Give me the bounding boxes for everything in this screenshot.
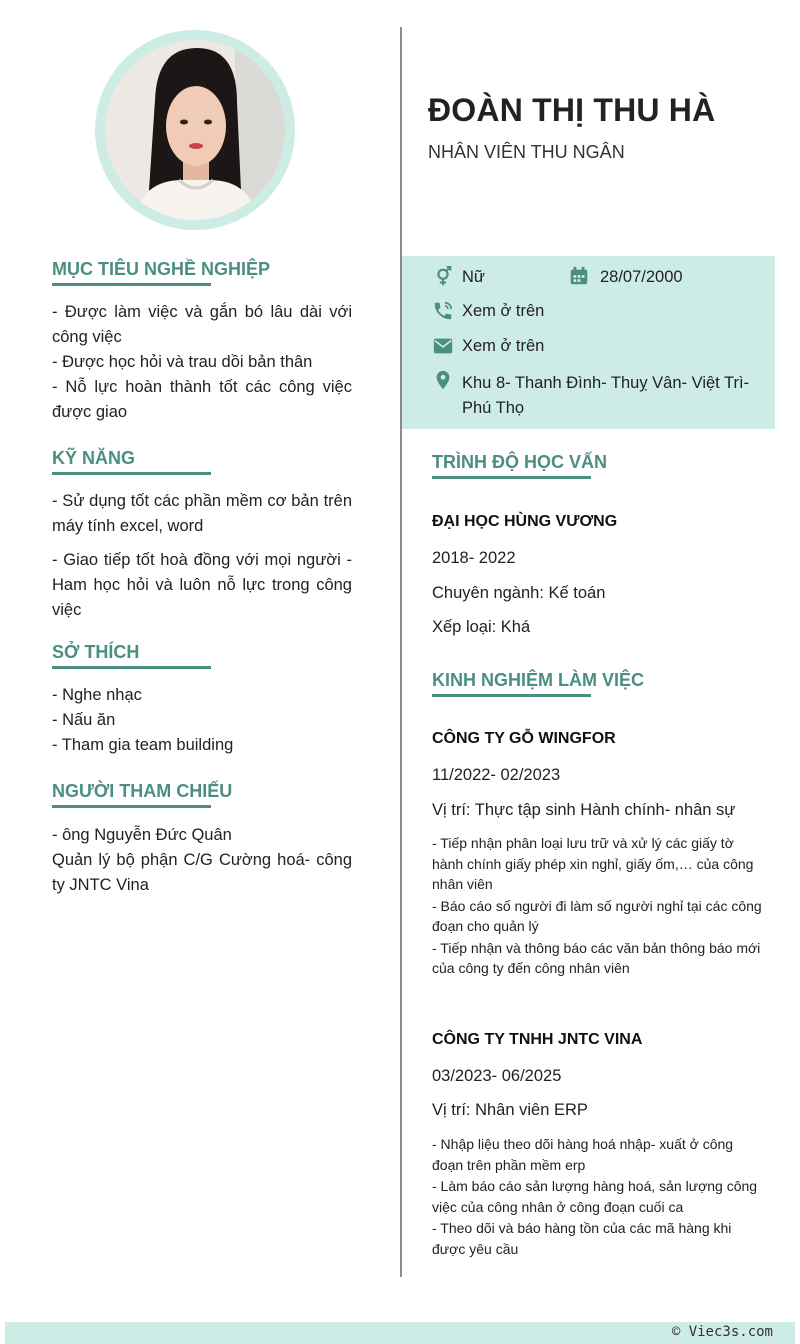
education-underline (432, 476, 591, 479)
hobbies-heading: SỞ THÍCH (52, 642, 140, 662)
company-name: CÔNG TY GỖ WINGFOR (432, 730, 616, 747)
skill-item: - Giao tiếp tốt hoà đồng với mọi người - Ham học hỏi và luôn nỗ lực trong công việc (52, 551, 352, 619)
job-period: 03/2023- 06/2025 (432, 1067, 562, 1085)
company-name: CÔNG TY TNHH JNTC VINA (432, 1031, 643, 1048)
objective-item: - Được học hỏi và trau dồi bản thân (52, 353, 313, 371)
skills-underline (52, 472, 211, 475)
job-task: - Báo cáo số người đi làm số người nghỉ tại các công đoạn cho quản lý (432, 897, 762, 934)
objective-item: - Được làm việc và gắn bó lâu dài với công việc (52, 303, 352, 346)
skills-list (52, 489, 352, 623)
job-position: Vị trí: Nhân viên ERP (432, 1101, 588, 1119)
references-heading: NGƯỜI THAM CHIẾU (52, 781, 233, 801)
email-icon (432, 335, 454, 357)
candidate-name: ĐOÀN THỊ THU HÀ (428, 92, 716, 128)
education-grade: Xếp loại: Khá (432, 618, 531, 636)
objective-heading: MỤC TIÊU NGHỀ NGHIỆP (52, 259, 271, 279)
objective-list (52, 300, 352, 425)
phone-icon (432, 300, 454, 322)
education-major: Chuyên ngành: Kế toán (432, 584, 606, 602)
job-task: - Tiếp nhận và thông báo các văn bản thông báo mới của công ty đến công nhân viên (432, 939, 761, 976)
experience-underline (432, 694, 591, 697)
column-divider (400, 27, 402, 1277)
school-name: ĐẠI HỌC HÙNG VƯƠNG (432, 513, 618, 530)
experience-heading: KINH NGHIỆM LÀM VIỆC (432, 670, 645, 690)
education-heading: TRÌNH ĐỘ HỌC VẤN (432, 452, 607, 472)
location-pin-icon (432, 369, 454, 391)
birthday-value: 28/07/2000 (600, 268, 683, 286)
phone-value: Xem ở trên (462, 302, 545, 320)
reference-item: - ông Nguyễn Đức Quân (52, 826, 232, 844)
job-task: - Nhập liệu theo dõi hàng hoá nhập- xuất ở công đoạn trên phần mềm erp (432, 1136, 734, 1173)
job-period: 11/2022- 02/2023 (432, 766, 561, 784)
job-task: - Theo dõi và báo hàng tồn của các mã hàng khi được yêu cầu (432, 1220, 732, 1257)
avatar (95, 30, 295, 230)
address-value: Khu 8- Thanh Đình- Thuỵ Vân- Việt Trì- Phú Thọ (462, 374, 750, 417)
hobbies-underline (52, 666, 211, 669)
calendar-icon (568, 265, 590, 287)
objective-item: - Nỗ lực hoàn thành tốt các công việc được giao (52, 378, 352, 421)
job-task-list (432, 1134, 762, 1260)
job-task-list (432, 833, 762, 980)
skills-heading: KỸ NĂNG (52, 448, 136, 468)
gender-value: Nữ (462, 268, 485, 286)
reference-item: Quản lý bộ phận C/G Cường hoá- công ty JNTC Vina (52, 851, 352, 894)
job-task: - Làm báo cáo sản lượng hàng hoá, sản lượng công việc của công nhân ở công đoạn cuối ca (432, 1178, 758, 1215)
objective-underline (52, 283, 211, 286)
hobby-item: - Tham gia team building (52, 736, 234, 754)
hobbies-list (52, 683, 352, 758)
references-list (52, 823, 352, 898)
job-task: - Tiếp nhận phân loại lưu trữ và xử lý các giấy tờ hành chính giấy phép xin nghỉ, giấy ốm,… của công nhân viên (432, 835, 754, 892)
email-value: Xem ở trên (462, 337, 545, 355)
contact-info-box (402, 256, 775, 429)
hobby-item: - Nấu ăn (52, 711, 116, 729)
hobby-item: - Nghe nhạc (52, 686, 142, 704)
job-title: NHÂN VIÊN THU NGÂN (428, 142, 625, 162)
job-position: Vị trí: Thực tập sinh Hành chính- nhân sự (432, 801, 736, 819)
profile-photo (105, 40, 285, 220)
gender-icon (432, 266, 454, 288)
footer-bar (5, 1322, 795, 1344)
references-underline (52, 805, 211, 808)
education-period: 2018- 2022 (432, 549, 516, 567)
skill-item: - Sử dụng tốt các phần mềm cơ bản trên máy tính excel, word (52, 492, 352, 535)
footer-credit[interactable]: © Viec3s.com (671, 1324, 773, 1340)
